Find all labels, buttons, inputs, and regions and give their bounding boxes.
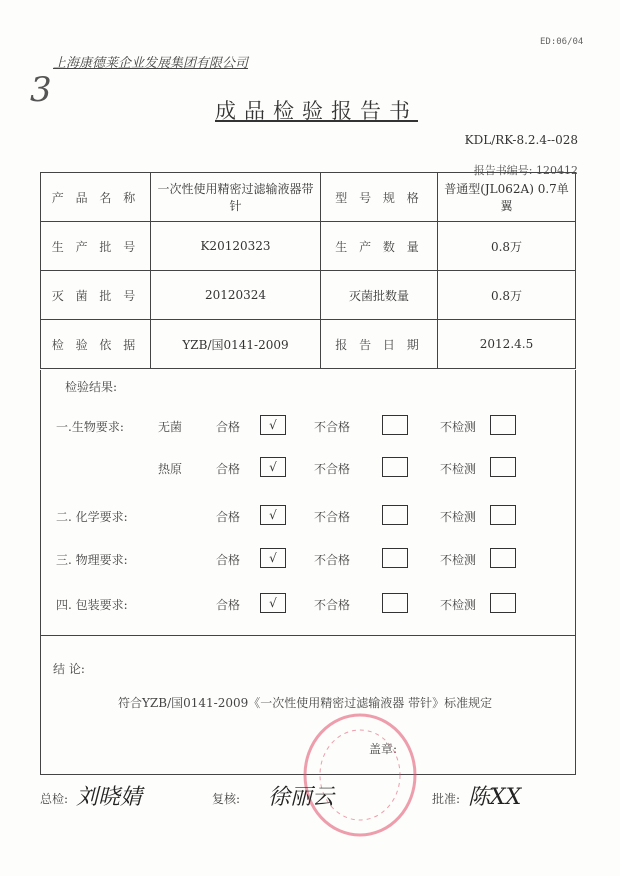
company-name: 上海康德莱企业发展集团有限公司 bbox=[53, 56, 249, 71]
review-signature: 徐丽云 bbox=[268, 785, 335, 810]
steril-batch: 20120324 bbox=[151, 271, 321, 320]
basis-label: 检 验 依 据 bbox=[41, 320, 151, 369]
table-row bbox=[41, 271, 576, 320]
fail-label: 不合格 bbox=[314, 598, 351, 612]
pass-label: 合格 bbox=[216, 598, 241, 612]
qty-label: 生 产 数 量 bbox=[321, 222, 438, 271]
pass-label: 合格 bbox=[216, 510, 241, 524]
not-tested-checkbox[interactable] bbox=[490, 548, 516, 568]
not-tested-checkbox[interactable] bbox=[490, 593, 516, 613]
basis: YZB/国0141-2009 bbox=[151, 320, 321, 369]
pass-checkbox[interactable]: √ bbox=[260, 415, 286, 435]
result-subcategory: 热原 bbox=[158, 462, 183, 476]
fail-checkbox[interactable] bbox=[382, 593, 408, 613]
review-label: 复核: bbox=[212, 792, 241, 806]
pass-checkbox[interactable]: √ bbox=[260, 457, 286, 477]
pass-checkbox[interactable]: √ bbox=[260, 593, 286, 613]
model-label: 型 号 规 格 bbox=[321, 173, 438, 222]
pass-label: 合格 bbox=[216, 553, 241, 567]
result-category: 三. 物理要求: bbox=[56, 553, 128, 567]
company-stamp bbox=[300, 710, 420, 840]
pass-checkbox[interactable]: √ bbox=[260, 548, 286, 568]
pass-label: 合格 bbox=[216, 420, 241, 434]
not-tested-checkbox[interactable] bbox=[490, 505, 516, 525]
chief-signature: 刘晓婧 bbox=[76, 785, 143, 810]
table-row bbox=[41, 320, 576, 369]
batch: K20120323 bbox=[151, 222, 321, 271]
table-row bbox=[41, 173, 576, 222]
margin-handwritten-mark: 3 bbox=[30, 70, 52, 110]
date: 2012.4.5 bbox=[438, 320, 576, 369]
fail-checkbox[interactable] bbox=[382, 548, 408, 568]
result-category: 四. 包装要求: bbox=[56, 598, 128, 612]
qty: 0.8万 bbox=[438, 222, 576, 271]
steril-qty: 0.8万 bbox=[438, 271, 576, 320]
conclusion-text: 符合YZB/国0141-2009《一次性使用精密过滤输液器 带针》标准规定 bbox=[118, 696, 493, 710]
model: 普通型(JL062A) 0.7单翼 bbox=[438, 173, 576, 222]
fail-checkbox[interactable] bbox=[382, 457, 408, 477]
fail-label: 不合格 bbox=[314, 420, 351, 434]
edition-code: ED:06/04 bbox=[540, 37, 584, 47]
fail-label: 不合格 bbox=[314, 510, 351, 524]
not-tested-label: 不检测 bbox=[440, 553, 477, 567]
pass-checkbox[interactable]: √ bbox=[260, 505, 286, 525]
results-heading: 检验结果: bbox=[65, 380, 118, 394]
not-tested-label: 不检测 bbox=[440, 462, 477, 476]
chief-label: 总检: bbox=[40, 792, 69, 806]
not-tested-label: 不检测 bbox=[440, 598, 477, 612]
fail-checkbox[interactable] bbox=[382, 505, 408, 525]
batch-label: 生 产 批 号 bbox=[41, 222, 151, 271]
fail-checkbox[interactable] bbox=[382, 415, 408, 435]
result-subcategory: 无菌 bbox=[158, 420, 183, 434]
not-tested-label: 不检测 bbox=[440, 510, 477, 524]
product-name-label: 产 品 名 称 bbox=[41, 173, 151, 222]
not-tested-checkbox[interactable] bbox=[490, 415, 516, 435]
report-number-value: 120412 bbox=[536, 164, 578, 177]
approve-signature: 陈XX bbox=[468, 785, 522, 810]
table-row bbox=[41, 222, 576, 271]
seal-label: 盖章: bbox=[369, 742, 398, 756]
product-info-table bbox=[40, 172, 576, 369]
pass-label: 合格 bbox=[216, 462, 241, 476]
document-code: KDL/RK-8.2.4--028 bbox=[464, 133, 578, 147]
fail-label: 不合格 bbox=[314, 553, 351, 567]
not-tested-label: 不检测 bbox=[440, 420, 477, 434]
not-tested-checkbox[interactable] bbox=[490, 457, 516, 477]
result-category: 二. 化学要求: bbox=[56, 510, 128, 524]
report-title: 成品检验报告书 bbox=[215, 99, 418, 123]
date-label: 报 告 日 期 bbox=[321, 320, 438, 369]
steril-batch-label: 灭 菌 批 号 bbox=[41, 271, 151, 320]
conclusion-label: 结 论: bbox=[53, 662, 85, 676]
report-number-label: 报告书编号: bbox=[473, 164, 533, 177]
fail-label: 不合格 bbox=[314, 462, 351, 476]
product-name: 一次性使用精密过滤输液器带针 bbox=[151, 173, 321, 222]
approve-label: 批准: bbox=[432, 792, 461, 806]
steril-qty-label: 灭菌批数量 bbox=[321, 271, 438, 320]
result-category: 一.生物要求: bbox=[56, 420, 124, 434]
